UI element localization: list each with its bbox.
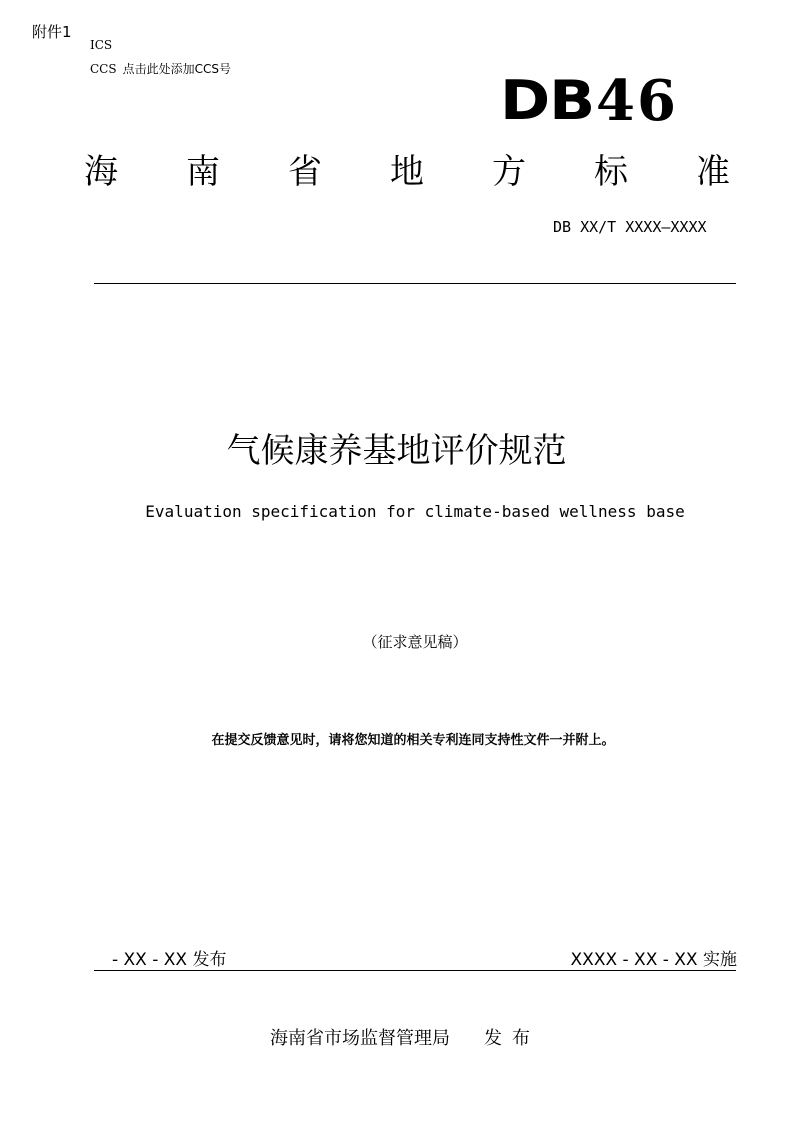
top-divider [94, 283, 736, 284]
db46-logo [500, 68, 678, 134]
issue-date: - XX - XX 发布 [112, 950, 227, 970]
issuer-name: 海南省市场监督管理局 [270, 1028, 450, 1049]
logo-letters: DB [500, 69, 595, 132]
implementation-date: XXXX - XX - XX 实施 [570, 950, 737, 970]
standard-title-char: 方 [492, 152, 526, 192]
patent-notice: 在提交反馈意见时，请将您知道的相关专利连同支持性文件一并附上。 [211, 733, 615, 748]
attachment-label: 附件1 [32, 23, 72, 41]
document-title-en: Evaluation specification for climate-based wellness base [145, 502, 685, 521]
standard-title-char: 准 [696, 152, 730, 192]
standard-title-char: 海 [84, 152, 118, 192]
ccs-hint[interactable]: 点击此处添加CCS号 [122, 62, 231, 76]
logo-number: 46 [596, 68, 678, 134]
standard-title-char: 南 [186, 152, 220, 192]
standard-title-char: 省 [288, 152, 322, 192]
bottom-divider [94, 970, 736, 971]
issuer-line [270, 1024, 540, 1050]
ccs-label: CCS [90, 62, 117, 76]
ccs-line [90, 60, 231, 77]
document-title-cn: 气候康养基地评价规范 [226, 431, 567, 471]
standard-title-char: 标 [594, 152, 628, 192]
draft-label: （征求意见稿） [362, 633, 468, 651]
issuer-action: 发布 [484, 1028, 540, 1049]
standard-title [84, 150, 730, 194]
standard-title-char: 地 [390, 152, 424, 192]
standard-number: DB XX/T XXXX—XXXX [553, 218, 707, 236]
ics-label: ICS [90, 38, 113, 52]
